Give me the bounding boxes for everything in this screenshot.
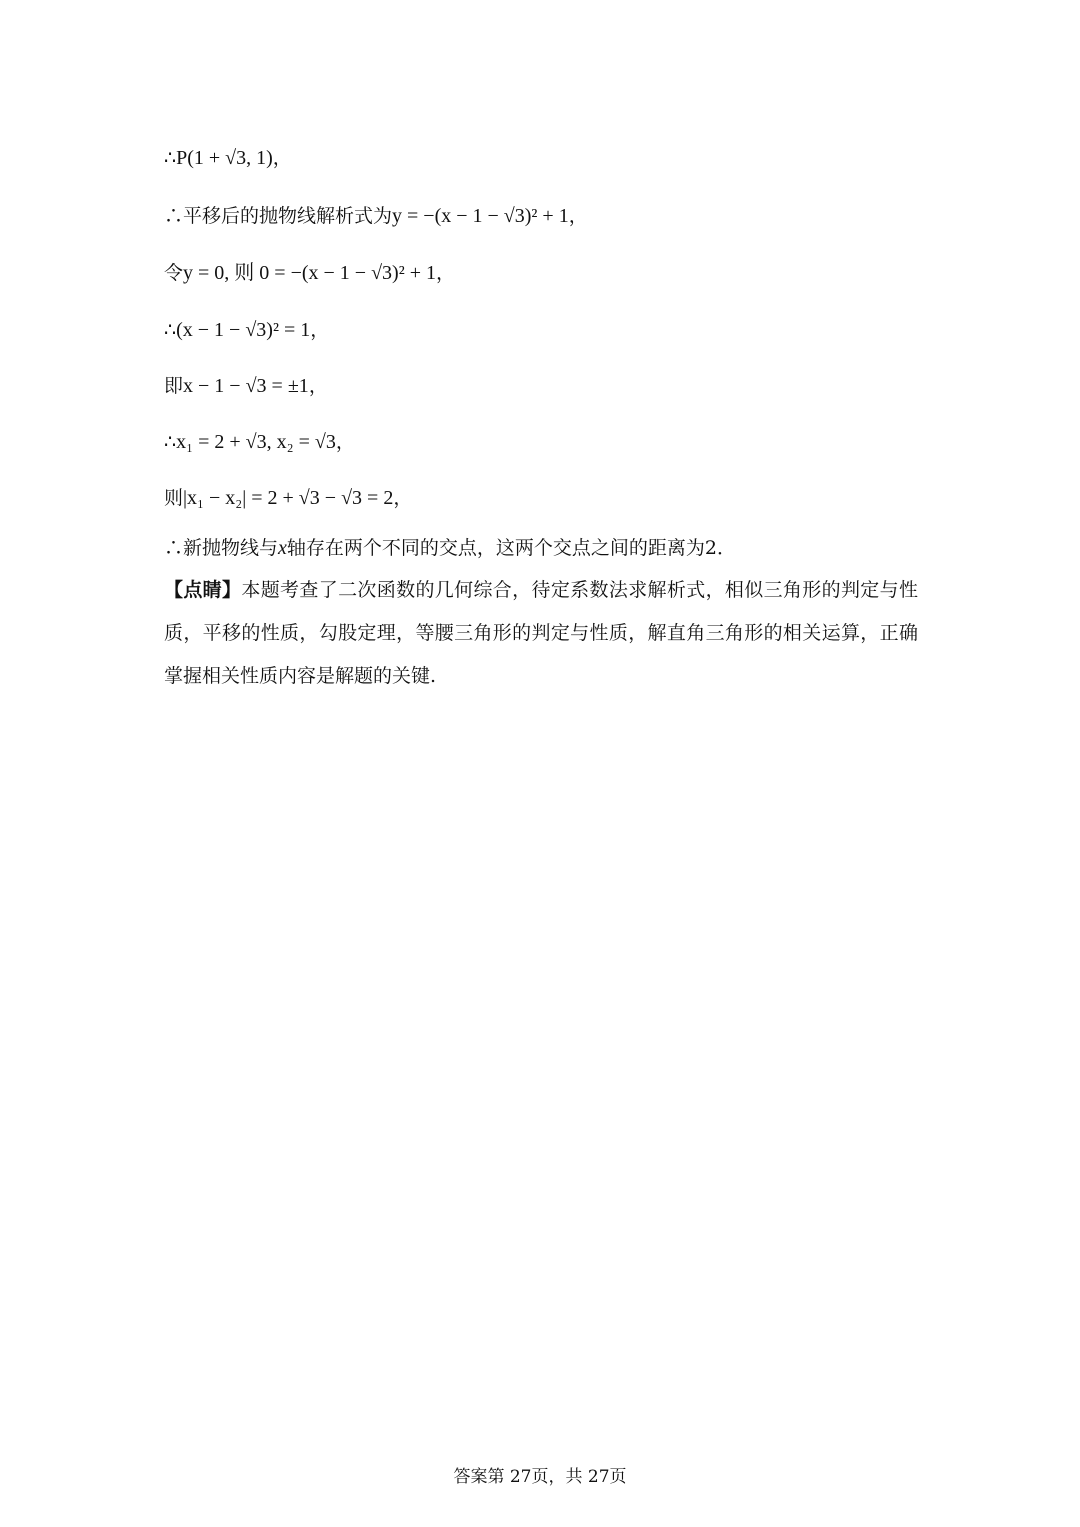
line-text: 令 [164, 262, 184, 284]
solution-line-3 [164, 253, 455, 293]
math-expression: y = 0, 则 0 = −(x − 1 − √3)² + 1 [183, 262, 436, 284]
math-expression: x [278, 537, 287, 559]
comment-label: 【点睛】 [164, 579, 242, 601]
line-text: ∴ [164, 431, 177, 453]
solution-line-6 [164, 422, 355, 462]
line-text: 即 [164, 375, 184, 397]
line-text: ∴ [164, 319, 177, 341]
line-text: 则 [164, 487, 184, 509]
line-punctuation: ， [308, 375, 328, 397]
solution-line-1 [164, 138, 292, 178]
line-punctuation: ， [568, 205, 588, 227]
math-expression: (x − 1 − √3)² = 1 [176, 319, 311, 341]
line-punctuation: ， [272, 147, 292, 169]
line-text: ∴新抛物线与 [164, 537, 279, 559]
math-expression: |x₁ − x₂| = 2 + √3 − √3 = 2 [183, 487, 394, 509]
line-text: ∴ [164, 147, 177, 169]
page-footer: 答案第 27页，共 27页 [453, 1467, 627, 1487]
comment-text: 本题考查了二次函数的几何综合，待定系数法求解析式，相似三角形的判定与性质，平移的性质，勾股定理，等腰三角形的判定与性质，解直角三角形的相关运算，正确掌握相关性质内容是解题的关键. [164, 579, 918, 687]
line-punctuation: ， [310, 319, 330, 341]
math-expression: P(1 + √3, 1) [176, 147, 273, 169]
line-text: 轴存在两个不同的交点，这两个交点之间的距离为2． [286, 537, 736, 559]
solution-line-8 [164, 528, 736, 568]
solution-line-7 [164, 478, 412, 518]
math-expression: x − 1 − √3 = ±1 [183, 375, 309, 397]
line-punctuation: ， [435, 262, 455, 284]
math-expression: x₁ = 2 + √3, x₂ = √3 [176, 431, 336, 453]
solution-line-4 [164, 310, 329, 350]
solution-line-5 [164, 366, 328, 406]
solution-line-2 [164, 196, 588, 236]
line-punctuation: ， [335, 431, 355, 453]
line-text: ∴平移后的抛物线解析式为 [164, 205, 393, 227]
comment-paragraph [164, 569, 918, 698]
line-punctuation: ， [393, 487, 413, 509]
math-expression: y = −(x − 1 − √3)² + 1 [392, 205, 569, 227]
